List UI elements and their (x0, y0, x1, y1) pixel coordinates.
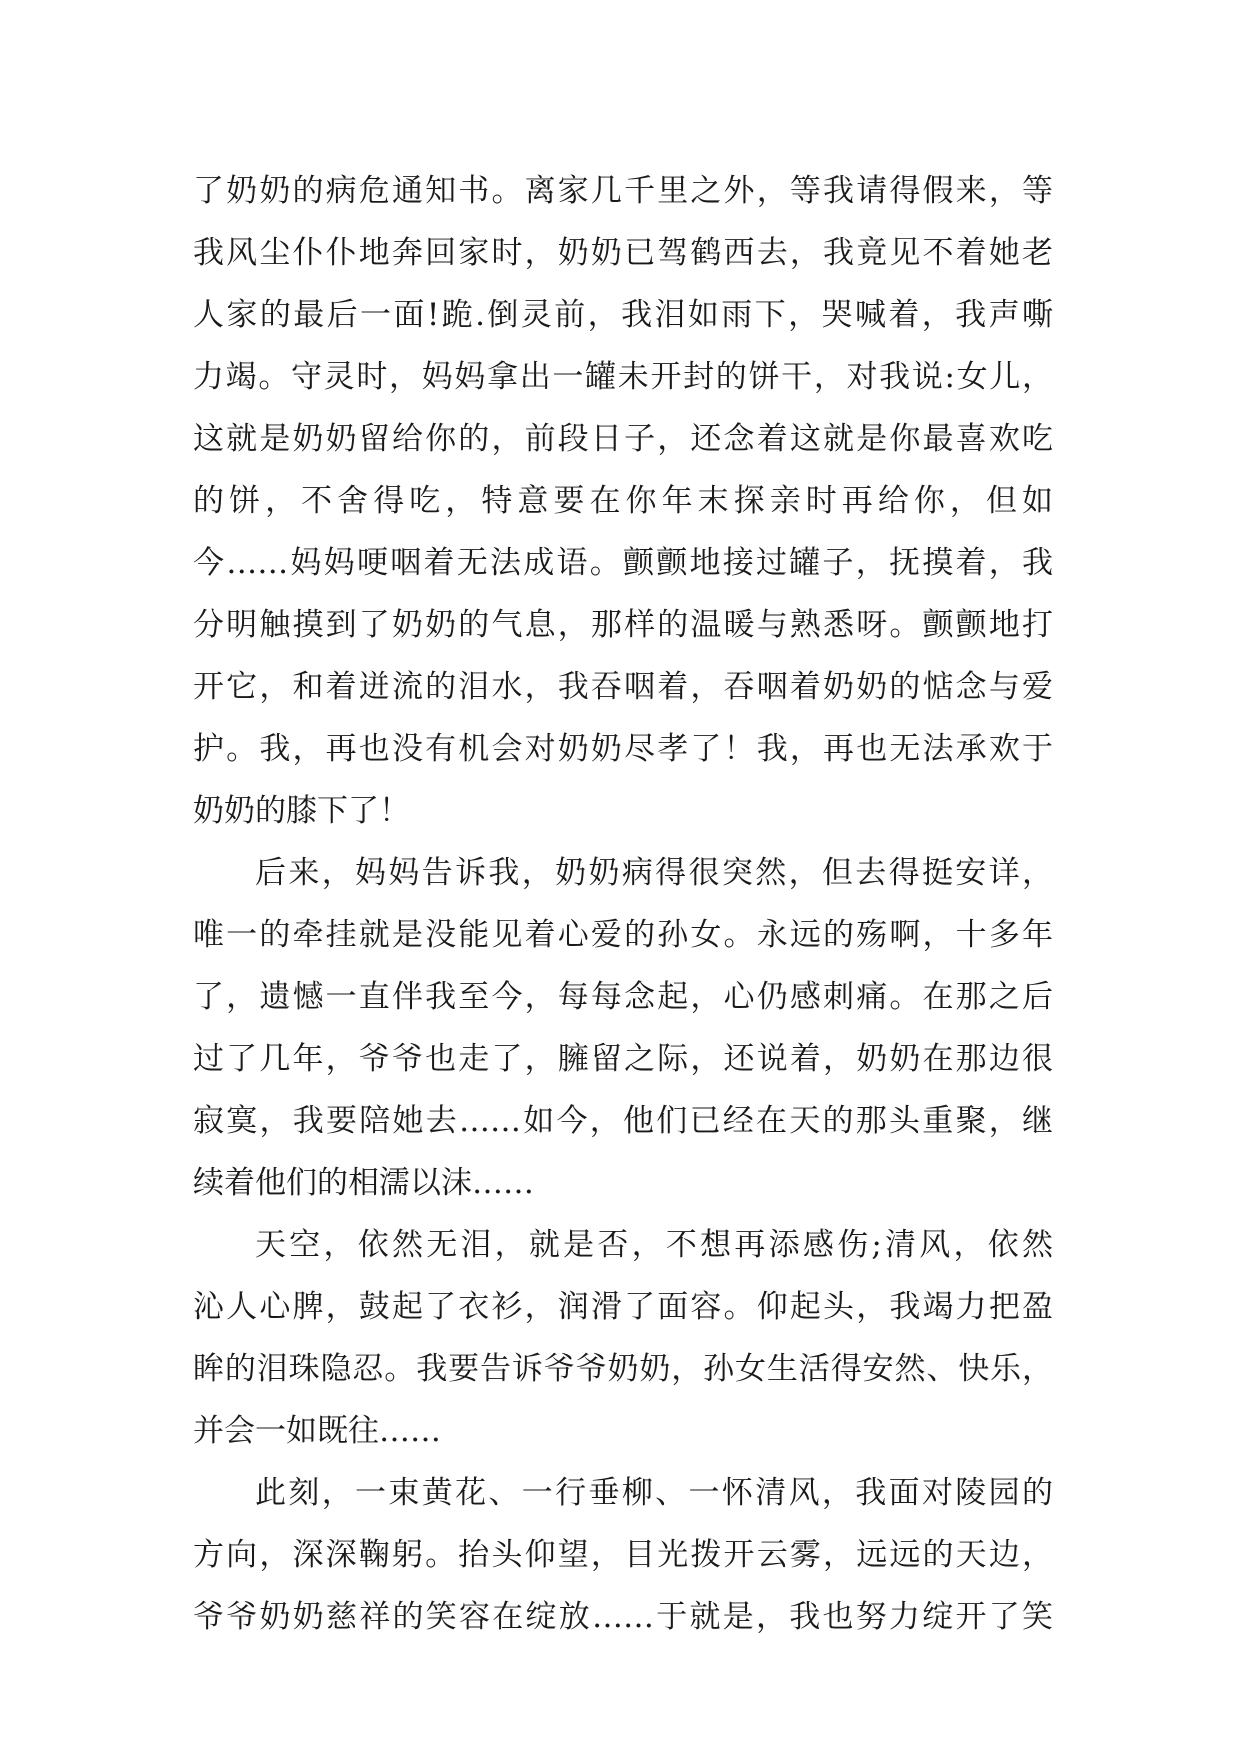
text-line: 天空，依然无泪，就是否，不想再添感伤;清风，依然 (255, 1227, 1053, 1263)
text-line: 方向，深深鞠躬。抬头仰望，目光拨开云雾，远远的天边， (193, 1537, 1053, 1573)
text-line: 分明触摸到了奶奶的气息，那样的温暖与熟悉呀。颤颤地打 (193, 607, 1053, 643)
text-line: 过了几年，爷爷也走了，臃留之际，还说着，奶奶在那边很 (193, 1041, 1053, 1077)
text-line: 了，遗憾一直伴我至今，每每念起，心仍感刺痛。在那之后 (193, 979, 1053, 1015)
text-line: 护。我，再也没有机会对奶奶尽孝了！我，再也无法承欢于 (193, 731, 1053, 767)
text-line: 寂寞，我要陪她去……如今，他们已经在天的那头重聚，继 (193, 1103, 1053, 1139)
body-text (193, 160, 1053, 1648)
text-line: 了奶奶的病危通知书。离家几千里之外，等我请得假来，等 (193, 173, 1053, 209)
text-line: 眸的泪珠隐忍。我要告诉爷爷奶奶，孙女生活得安然、快乐， (193, 1351, 1053, 1387)
text-line: 的饼，不舍得吃，特意要在你年末探亲时再给你，但如 (193, 483, 1053, 519)
text-line: 唯一的牵挂就是没能见着心爱的孙女。永远的殇啊，十多年 (193, 917, 1053, 953)
text-line: 并会一如既往…… (193, 1413, 441, 1449)
text-line: 爷爷奶奶慈祥的笑容在绽放……于就是，我也努力绽开了笑 (193, 1599, 1053, 1635)
text-line: 奶奶的膝下了！ (193, 793, 410, 829)
text-line: 人家的最后一面!跪.倒灵前，我泪如雨下，哭喊着，我声嘶 (193, 297, 1053, 333)
text-line: 今……妈妈哽咽着无法成语。颤颤地接过罐子，抚摸着，我 (193, 545, 1053, 581)
text-line: 续着他们的相濡以沫…… (193, 1165, 534, 1201)
text-line: 沁人心脾，鼓起了衣衫，润滑了面容。仰起头，我竭力把盈 (193, 1289, 1053, 1325)
text-line: 后来，妈妈告诉我，奶奶病得很突然，但去得挺安详， (255, 855, 1053, 891)
text-line: 开它，和着迸流的泪水，我吞咽着，吞咽着奶奶的惦念与爱 (193, 669, 1053, 705)
text-line: 力竭。守灵时，妈妈拿出一罐未开封的饼干，对我说:女儿， (193, 359, 1053, 395)
text-line: 我风尘仆仆地奔回家时，奶奶已驾鹤西去，我竟见不着她老 (193, 235, 1053, 271)
text-line: 此刻，一束黄花、一行垂柳、一怀清风，我面对陵园的 (255, 1475, 1053, 1511)
text-line: 这就是奶奶留给你的，前段日子，还念着这就是你最喜欢吃 (193, 421, 1053, 457)
